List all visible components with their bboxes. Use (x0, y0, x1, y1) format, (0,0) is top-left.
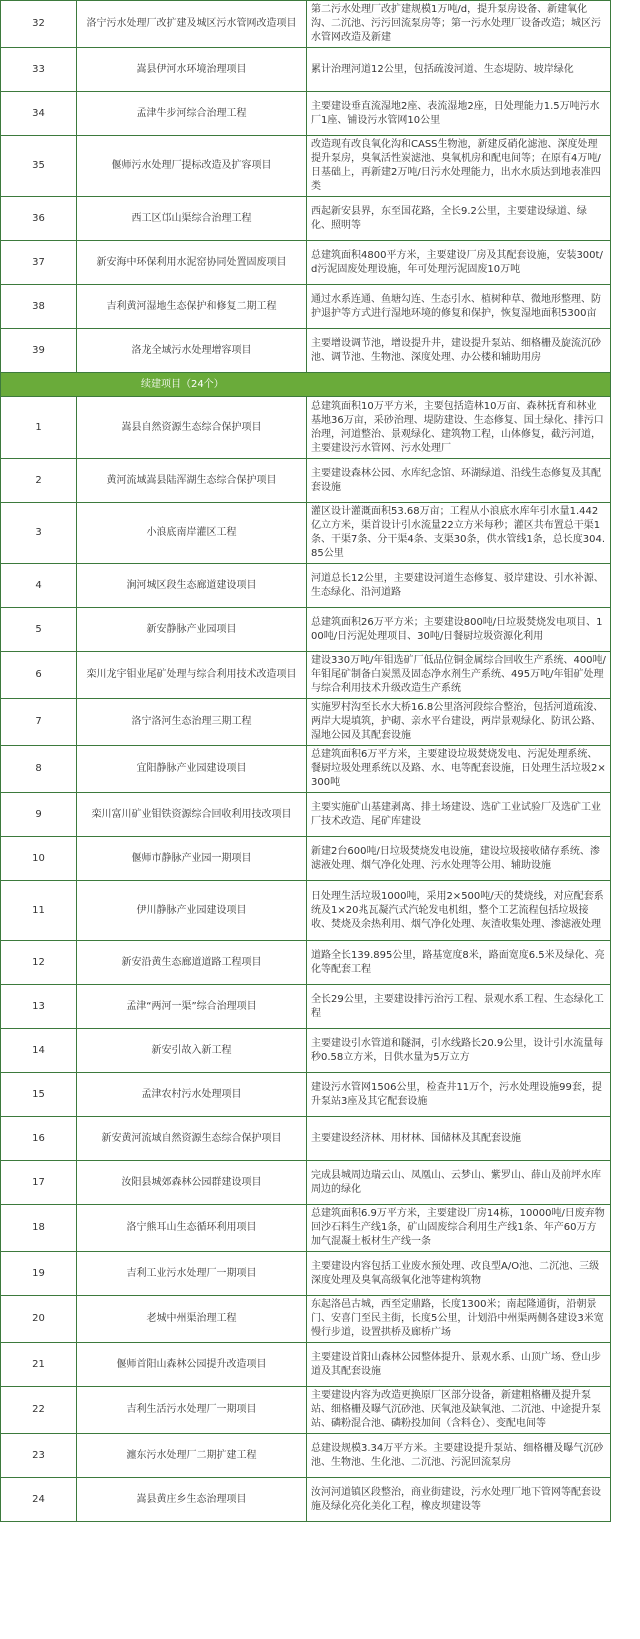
project-name: 吉利生活污水处理厂一期项目 (77, 1387, 307, 1434)
project-number: 35 (1, 136, 77, 197)
project-content: 河道总长12公里，主要建设河道生态修复、驳岸建设、引水补源、生态绿化、沿河道路 (307, 564, 611, 608)
table-row (1, 459, 611, 503)
project-name: 吉利工业污水处理厂一期项目 (77, 1252, 307, 1296)
table-row (1, 1, 611, 48)
table-row (1, 564, 611, 608)
project-number: 8 (1, 746, 77, 793)
project-name: 孟津牛步河综合治理工程 (77, 92, 307, 136)
project-number: 32 (1, 1, 77, 48)
table-row (1, 1252, 611, 1296)
table-row (1, 837, 611, 881)
project-name: 新安引故入新工程 (77, 1029, 307, 1073)
project-content: 总建筑面积4800平方米，主要建设厂房及其配套设施，安装300t/d污泥固废处理设施，年可处理污泥固废10万吨 (307, 241, 611, 285)
project-name: 吉利黄河湿地生态保护和修复二期工程 (77, 285, 307, 329)
project-name: 嵩县伊河水环境治理项目 (77, 48, 307, 92)
project-name: 孟津农村污水处理项目 (77, 1073, 307, 1117)
project-number: 15 (1, 1073, 77, 1117)
project-number: 34 (1, 92, 77, 136)
project-name: 涧河城区段生态廊道建设项目 (77, 564, 307, 608)
project-content: 总建筑面积6.9万平方米，主要建设厂房14栋，10000吨/日废弃物回沙石料生产线1条，矿山固废综合利用生产线1条、年产60万方加气混凝土板材生产线一条 (307, 1205, 611, 1252)
table-row (1, 92, 611, 136)
table-row (1, 397, 611, 459)
table-row (1, 48, 611, 92)
table-row (1, 197, 611, 241)
project-content: 东起洛邑古城，西至定鼎路，长度1300米；南起隆通街，沿朝景门、安喜门至民主街，长度5公里，计划沿中州渠两侧各建设3米宽慢行步道，设置拱桥及廊桥广场 (307, 1296, 611, 1343)
project-content: 主要建设经济林、用材林、国储林及其配套设施 (307, 1117, 611, 1161)
project-name: 嵩县黄庄乡生态治理项目 (77, 1478, 307, 1522)
project-name: 偃师市静脉产业园一期项目 (77, 837, 307, 881)
project-number: 23 (1, 1434, 77, 1478)
table-row (1, 746, 611, 793)
project-number: 39 (1, 329, 77, 373)
project-number: 24 (1, 1478, 77, 1522)
project-content: 全长29公里，主要建设排污治污工程、景观水系工程、生态绿化工程 (307, 985, 611, 1029)
table-row (1, 241, 611, 285)
project-content: 累计治理河道12公里，包括疏浚河道、生态堤防、坡岸绿化 (307, 48, 611, 92)
project-name: 新安静脉产业园项目 (77, 608, 307, 652)
project-name: 栾川龙宇钼业尾矿处理与综合利用技术改造项目 (77, 652, 307, 699)
project-number: 20 (1, 1296, 77, 1343)
table-row (1, 1029, 611, 1073)
project-number: 2 (1, 459, 77, 503)
project-name: 新安海中环保利用水泥窑协同处置固废项目 (77, 241, 307, 285)
project-number: 16 (1, 1117, 77, 1161)
project-name: 嵩县自然资源生态综合保护项目 (77, 397, 307, 459)
project-number: 13 (1, 985, 77, 1029)
project-content: 西起新安县界，东至国花路，全长9.2公里，主要建设绿道、绿化、照明等 (307, 197, 611, 241)
project-number: 14 (1, 1029, 77, 1073)
project-content: 日处理生活垃圾1000吨，采用2×500吨/天的焚烧线，对应配套系统及1×20兆瓦凝汽式汽轮发电机组，整个工艺流程包括垃圾接收、焚烧及余热利用、烟气净化处理、灰渣收集处理、渗滤液处理 (307, 881, 611, 941)
table-row (1, 329, 611, 373)
section-title: 续建项目（24个） (1, 373, 611, 397)
project-name: 新安黄河流域自然资源生态综合保护项目 (77, 1117, 307, 1161)
project-name: 老城中州渠治理工程 (77, 1296, 307, 1343)
project-name: 栾川富川矿业钼铁资源综合回收利用技改项目 (77, 793, 307, 837)
project-content: 建设330万吨/年钼选矿厂低品位铜金属综合回收生产系统、400吨/年钼尾矿制备白炭黑及固态净水剂生产系统、495万吨/年钼矿处理与综合利用技术升级改造生产系统 (307, 652, 611, 699)
project-name: 新安沿黄生态廊道道路工程项目 (77, 941, 307, 985)
project-name: 宜阳静脉产业园建设项目 (77, 746, 307, 793)
project-name: 偃师首阳山森林公园提升改造项目 (77, 1343, 307, 1387)
table-row (1, 136, 611, 197)
project-content: 主要建设内容包括工业废水预处理、改良型A/O池、二沉池、三级深度处理及臭氧高级氧化池等建构筑物 (307, 1252, 611, 1296)
project-number: 37 (1, 241, 77, 285)
project-content: 主要实施矿山基建剥离、排土场建设、选矿工业试验厂及选矿工业厂技术改造、尾矿库建设 (307, 793, 611, 837)
project-content: 主要增设调节池，增设提升井，建设提升泵站、细格栅及旋流沉砂池、调节池、生物池、深度处理、办公楼和辅助用房 (307, 329, 611, 373)
project-name: 伊川静脉产业园建设项目 (77, 881, 307, 941)
section-header-row (1, 373, 611, 397)
project-number: 21 (1, 1343, 77, 1387)
project-content: 第二污水处理厂改扩建规模1万吨/d，提升泵房设备、新建氧化沟、二沉池、污污回流泵房等；第一污水处理厂设备改造；城区污水管网改造及新建 (307, 1, 611, 48)
table-row (1, 881, 611, 941)
project-content: 新建2台600吨/日垃圾焚烧发电设施，建设垃圾接收储存系统、渗滤液处理、烟气净化处理、污水处理等公用、辅助设施 (307, 837, 611, 881)
project-number: 33 (1, 48, 77, 92)
project-content: 主要建设垂直流湿地2座、表流湿地2座，日处理能力1.5万吨污水厂1座、铺设污水管网10公里 (307, 92, 611, 136)
table-row (1, 941, 611, 985)
project-number: 9 (1, 793, 77, 837)
project-content: 主要建设森林公园、水库纪念馆、环湖绿道、沿线生态修复及其配套设施 (307, 459, 611, 503)
project-content: 总建设规模3.34万平方米。主要建设提升泵站、细格栅及曝气沉砂池、生物池、生化池、二沉池、污泥回流泵房 (307, 1434, 611, 1478)
project-number: 19 (1, 1252, 77, 1296)
table-row (1, 1073, 611, 1117)
project-name: 洛宁熊耳山生态循环利用项目 (77, 1205, 307, 1252)
table-row (1, 285, 611, 329)
project-number: 10 (1, 837, 77, 881)
project-number: 3 (1, 503, 77, 564)
project-name: 孟津“两河一渠”综合治理项目 (77, 985, 307, 1029)
table-row (1, 1117, 611, 1161)
project-content: 主要建设内容为改造更换原厂区部分设备，新建粗格栅及提升泵站、细格栅及曝气沉砂池、厌氧池及缺氧池、二沉池、中途提升泵站、磷粉混合池、磷粉投加间（含料仓）、变配电间等 (307, 1387, 611, 1434)
table-row (1, 1296, 611, 1343)
table-row (1, 1387, 611, 1434)
project-name: 汝阳县城郊森林公园群建设项目 (77, 1161, 307, 1205)
project-name: 洛宁洛河生态治理三期工程 (77, 699, 307, 746)
project-content: 道路全长139.895公里，路基宽度8米，路面宽度6.5米及绿化、亮化等配套工程 (307, 941, 611, 985)
project-number: 38 (1, 285, 77, 329)
project-name: 偃师污水处理厂提标改造及扩容项目 (77, 136, 307, 197)
project-number: 4 (1, 564, 77, 608)
table-row (1, 608, 611, 652)
project-name: 洛龙全域污水处理增容项目 (77, 329, 307, 373)
table-row (1, 1205, 611, 1252)
project-content: 主要建设首阳山森林公园整体提升、景观水系、山顶广场、登山步道及其配套设施 (307, 1343, 611, 1387)
project-content: 灌区设计灌溉面积53.68万亩；工程从小浪底水库年引水量1.442亿立方米，渠首设计引水流量22立方米每秒；灌区共布置总干渠1条、干渠7条、分干渠4条、支渠30条，供水管线1条，总长度304.85公里 (307, 503, 611, 564)
project-content: 汝河河道镇区段整治，商业街建设，污水处理厂地下管网等配套设施及绿化亮化美化工程，橡皮坝建设等 (307, 1478, 611, 1522)
project-content: 建设污水管网1506公里，检查井11万个，污水处理设施99套，提升泵站3座及其它配套设施 (307, 1073, 611, 1117)
table-row (1, 1343, 611, 1387)
project-number: 6 (1, 652, 77, 699)
project-content: 总建筑面积10万平方米，主要包括造林10万亩、森林抚育和林业基地36万亩，采砂治理、堤防建设、生态修复、国土绿化、排污口治理，河道整治、景观绿化、建筑物工程，山体修复，截污河道，主要建设污水管网、污水处理厂 (307, 397, 611, 459)
project-content: 实施罗村沟至长水大桥16.8公里洛河段综合整治，包括河道疏浚、两岸大堤填筑，护砌、亲水平台建设，两岸景观绿化、防讯公路、湿地公园及其配套设施 (307, 699, 611, 746)
project-table-body (1, 1, 611, 1522)
table-row (1, 699, 611, 746)
project-content: 改造现有改良氧化沟和CASS生物池，新建反硝化滤池、深度处理提升泵房，臭氧活性炭滤池、臭氧机房和配电间等；在原有4万吨/日基础上，再新建2万吨/日污水处理能力，出水水质达到地表准四类 (307, 136, 611, 197)
table-row (1, 1478, 611, 1522)
project-content: 通过水系连通、鱼塘勾连、生态引水、植树种草、微地形整理、防护退护等方式进行湿地环境的修复和保护，恢复湿地面积5300亩 (307, 285, 611, 329)
project-number: 5 (1, 608, 77, 652)
project-name: 洛宁污水处理厂改扩建及城区污水管网改造项目 (77, 1, 307, 48)
table-row (1, 652, 611, 699)
project-number: 7 (1, 699, 77, 746)
project-name: 瀍东污水处理厂二期扩建工程 (77, 1434, 307, 1478)
table-row (1, 1434, 611, 1478)
project-name: 西工区邙山渠综合治理工程 (77, 197, 307, 241)
project-content: 总建筑面积6万平方米，主要建设垃圾焚烧发电、污泥处理系统、餐厨垃圾处理系统以及路、水、电等配套设施，日处理生活垃圾2×300吨 (307, 746, 611, 793)
table-row (1, 793, 611, 837)
table-row (1, 1161, 611, 1205)
project-content: 完成县城周边瑞云山、凤凰山、云梦山、紫罗山、薛山及前坪水库周边的绿化 (307, 1161, 611, 1205)
project-number: 1 (1, 397, 77, 459)
project-number: 17 (1, 1161, 77, 1205)
project-number: 22 (1, 1387, 77, 1434)
project-content: 主要建设引水管道和隧洞，引水线路长20.9公里，设计引水流量每秒0.58立方米，日供水量为5万立方 (307, 1029, 611, 1073)
project-number: 12 (1, 941, 77, 985)
table-row (1, 503, 611, 564)
project-number: 36 (1, 197, 77, 241)
project-number: 11 (1, 881, 77, 941)
project-name: 小浪底南岸灌区工程 (77, 503, 307, 564)
table-row (1, 985, 611, 1029)
project-number: 18 (1, 1205, 77, 1252)
project-content: 总建筑面积26万平方米；主要建设800吨/日垃圾焚烧发电项目、100吨/日污泥处理项目、30吨/日餐厨垃圾资源化利用 (307, 608, 611, 652)
project-name: 黄河流域嵩县陆浑湖生态综合保护项目 (77, 459, 307, 503)
